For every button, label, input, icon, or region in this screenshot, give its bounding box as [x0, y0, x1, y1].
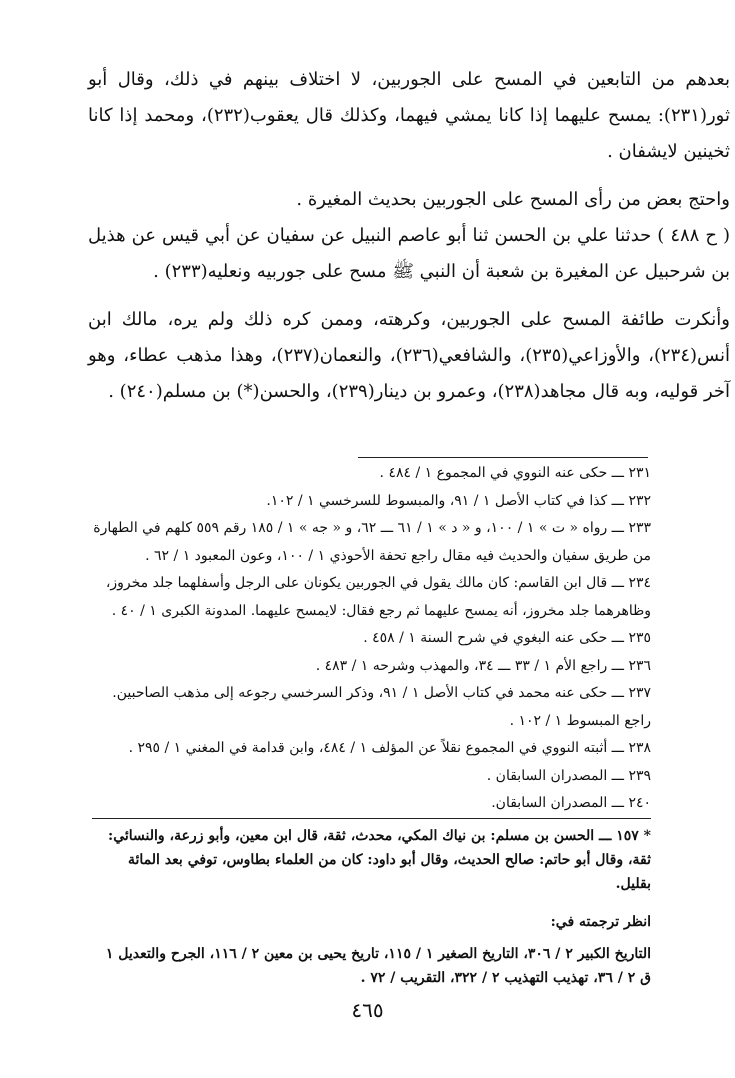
- bio-entry: * ١٥٧ ـــ الحسن بن مسلم: بن نياك المكي، محدث، ثقة، قال ابن معين، وأبو زرعة، والنسائي: ثقة، وقال أبو حاتم: صالح الحديث، وقال أبو داود: كان من العلماء بطاوس، توفي بعد المائة بقليل.: [108, 828, 651, 892]
- page-number: ٤٦٥: [351, 998, 384, 1022]
- footnote-233: ٢٣٣ ـــ رواه « ت » ١ / ١٠٠، و « د » ١ / ٦١ ـــ ٦٢، و « جه » ١ / ١٨٥ رقم ٥٥٩ كلهم في الطهارة من طريق سفيان والحديث فيه مقال راجع تحفة الأحوذي ١ / ١٠٠، وعون المعبود ١ / ٦٢ .: [93, 520, 651, 564]
- bio-sources: التاريخ الكبير ٢ / ٣٠٦، التاريخ الصغير ١ / ١١٥، تاريخ يحيى بن معين ٢ / ١١٦، الجرح والتعديل ١ ق ٢ / ٣٦، تهذيب التهذيب ٢ / ٣٢٢، التقريب / ٧٢ .: [105, 946, 651, 986]
- paragraph-2: واحتج بعض من رأى المسح على الجوربين بحديث المغيرة .: [296, 189, 730, 210]
- footnote-235: ٢٣٥ ـــ حكى عنه البغوي في شرح السنة ١ / ٤٥٨ .: [363, 630, 651, 646]
- paragraph-1: بعدهم من التابعين في المسح على الجوربين، لا اختلاف بينهم في ذلك، وقال أبو ثور(٢٣١): يمسح عليهما إذا كانا يمشي فيهما، وكذلك قال يعقوب(٢٣٢)، ومحمد إذا كانا ثخينين لايشفان .: [88, 69, 730, 162]
- footnote-238: ٢٣٨ ـــ أثبته النووي في المجموع نقلاً عن المؤلف ١ / ٤٨٤، وابن قدامة في المغني ١ / ٢٩٥ .: [128, 740, 651, 756]
- footnote-237: ٢٣٧ ـــ حكى عنه محمد في كتاب الأصل ١ / ٩١، وذكر السرخسي رجوعه إلى مذهب الصاحبين. راجع المبسوط ١ / ١٠٢ .: [112, 685, 651, 729]
- footnote-232: ٢٣٢ ـــ كذا في كتاب الأصل ١ / ٩١، والمبسوط للسرخسي ١ / ١٠٢.: [266, 492, 651, 509]
- biography-note: [92, 824, 651, 990]
- footnote-separator: [358, 457, 648, 458]
- footnote-240: ٢٤٠ ـــ المصدران السابقان.: [491, 795, 651, 811]
- footnote-239: ٢٣٩ ـــ المصدران السابقان .: [486, 767, 651, 784]
- footnotes: [92, 460, 651, 818]
- main-text: [88, 62, 730, 410]
- page-body: [88, 62, 730, 410]
- bio-see-label: انظر ترجمته في:: [550, 914, 651, 930]
- hadith-paragraph: ( ح ٤٨٨ ) حدثنا علي بن الحسن ثنا أبو عاصم النبيل عن سفيان عن أبي قيس عن هذيل بن شرحبيل عن المغيرة بن شعبة أن النبي ﷺ مسح على جوربيه ونعليه(٢٣٣) .: [88, 225, 730, 282]
- footnote-234: ٢٣٤ ـــ قال ابن القاسم: كان مالك يقول في الجوربين يكونان على الرجل وأسفلهما جلد مخروز، وظاهرهما جلد مخروز، أنه يمسح عليهما ثم رجع فقال: لايمسح عليهما. المدونة الكبرى ١ / ٤٠ .: [105, 575, 651, 619]
- bio-separator: [92, 818, 651, 819]
- footnote-236: ٢٣٦ ـــ راجع الأم ١ / ٣٣ ـــ ٣٤، والمهذب وشرحه ١ / ٤٨٣ .: [315, 657, 651, 674]
- footnote-231: ٢٣١ ـــ حكى عنه النووي في المجموع ١ / ٤٨٤ .: [379, 465, 651, 481]
- paragraph-4: وأنكرت طائفة المسح على الجوربين، وكرهته، وممن كره ذلك ولم يره، مالك ابن أنس(٢٣٤)، والأوزاعي(٢٣٥)، والشافعي(٢٣٦)، والنعمان(٢٣٧)، وهذا مذهب عطاء، وهو آخر قوليه، وبه قال مجاهد(٢٣٨)، وعمرو بن دينار(٢٣٩)، والحسن(*) بن مسلم(٢٤٠) .: [88, 309, 730, 402]
